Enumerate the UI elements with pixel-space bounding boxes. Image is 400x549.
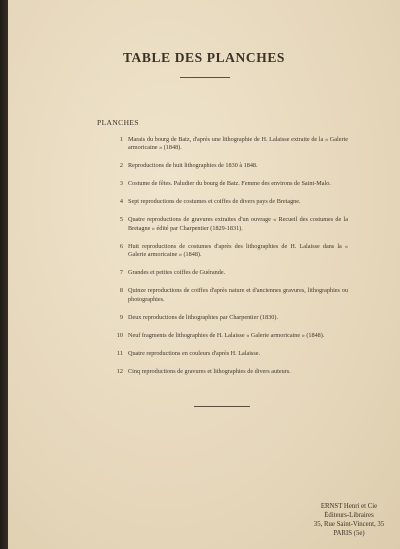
plate-list-item (112, 180, 348, 188)
plate-description: Quinze reproductions de coiffes d'après nature et d'anciennes gravures, lithographies ou photographies. (128, 287, 348, 303)
publisher-role: Éditeurs-Libraires (324, 512, 374, 519)
publisher-address: 35, Rue Saint-Vincent, 35 (313, 521, 385, 528)
plate-list-item (112, 287, 348, 304)
plate-number: 2 (119, 162, 123, 170)
document-page (8, 0, 400, 549)
plate-list-item (112, 198, 348, 206)
plate-list-item (112, 243, 348, 260)
section-label: PLANCHES (97, 118, 139, 127)
plate-description: Quatre reproductions de gravures extraites d'un ouvrage « Recueil des costumes de la Bretagne » édité par Charpentier (1829-1831). (128, 216, 348, 232)
plate-number: 11 (117, 349, 123, 357)
plate-number: 1 (119, 136, 123, 143)
plate-description: Quatre reproductions en couleurs d'après H. Lalaisse. (128, 349, 261, 357)
plate-list (112, 136, 348, 386)
plate-list-item (112, 350, 348, 358)
plate-description: Deux reproductions de lithographies par Charpentier (1830). (128, 313, 279, 321)
plate-list-item (112, 368, 348, 376)
plate-number: 8 (119, 287, 123, 295)
publisher-imprint (306, 502, 392, 538)
publisher-city: PARIS (5e) (333, 530, 365, 537)
plate-list-item (112, 216, 348, 233)
plate-list-item (112, 269, 348, 277)
plate-list-item (112, 162, 348, 170)
plate-description: Huit reproductions de costumes d'après des lithographies de H. Lalaisse dans la « Galerie armoricaine » (1848). (128, 242, 348, 259)
plate-list-item (112, 332, 348, 340)
plate-description: Sept reproductions de costumes et coiffes de divers pays de Bretagne. (128, 198, 301, 206)
plate-description: Neuf fragments de lithographies de H. Lalaisse « Galerie armoricaine » (1848). (128, 331, 325, 339)
plate-number: 4 (119, 198, 123, 206)
plate-description: Costume de fêtes. Paludier du bourg de Batz. Femme des environs de Saint-Malo. (128, 180, 331, 188)
title-divider (180, 77, 230, 78)
list-end-divider (194, 406, 250, 407)
publisher-name: ERNST Henri et Cie (320, 503, 378, 510)
plate-list-item (112, 314, 348, 322)
plate-number: 6 (119, 242, 123, 250)
plate-list-item (112, 136, 348, 153)
plate-number: 9 (119, 313, 123, 321)
plate-description: Marais du bourg de Batz, d'après une lithographie de H. Lalaisse extraite de la « Galerie armoricaine » (1848). (128, 136, 348, 152)
plate-number: 3 (119, 180, 123, 188)
plate-description: Cinq reproductions de gravures et lithographies de divers auteurs. (128, 367, 291, 375)
page-title: TABLE DES PLANCHES (122, 50, 286, 65)
plate-number: 12 (116, 367, 123, 375)
plate-number: 5 (119, 216, 123, 224)
plate-description: Grandes et petites coiffes de Guérande. (128, 269, 226, 277)
plate-description: Reproductions de huit lithographies de 1830 à 1848. (128, 162, 258, 170)
plate-number: 10 (116, 331, 123, 339)
plate-number: 7 (119, 269, 123, 277)
